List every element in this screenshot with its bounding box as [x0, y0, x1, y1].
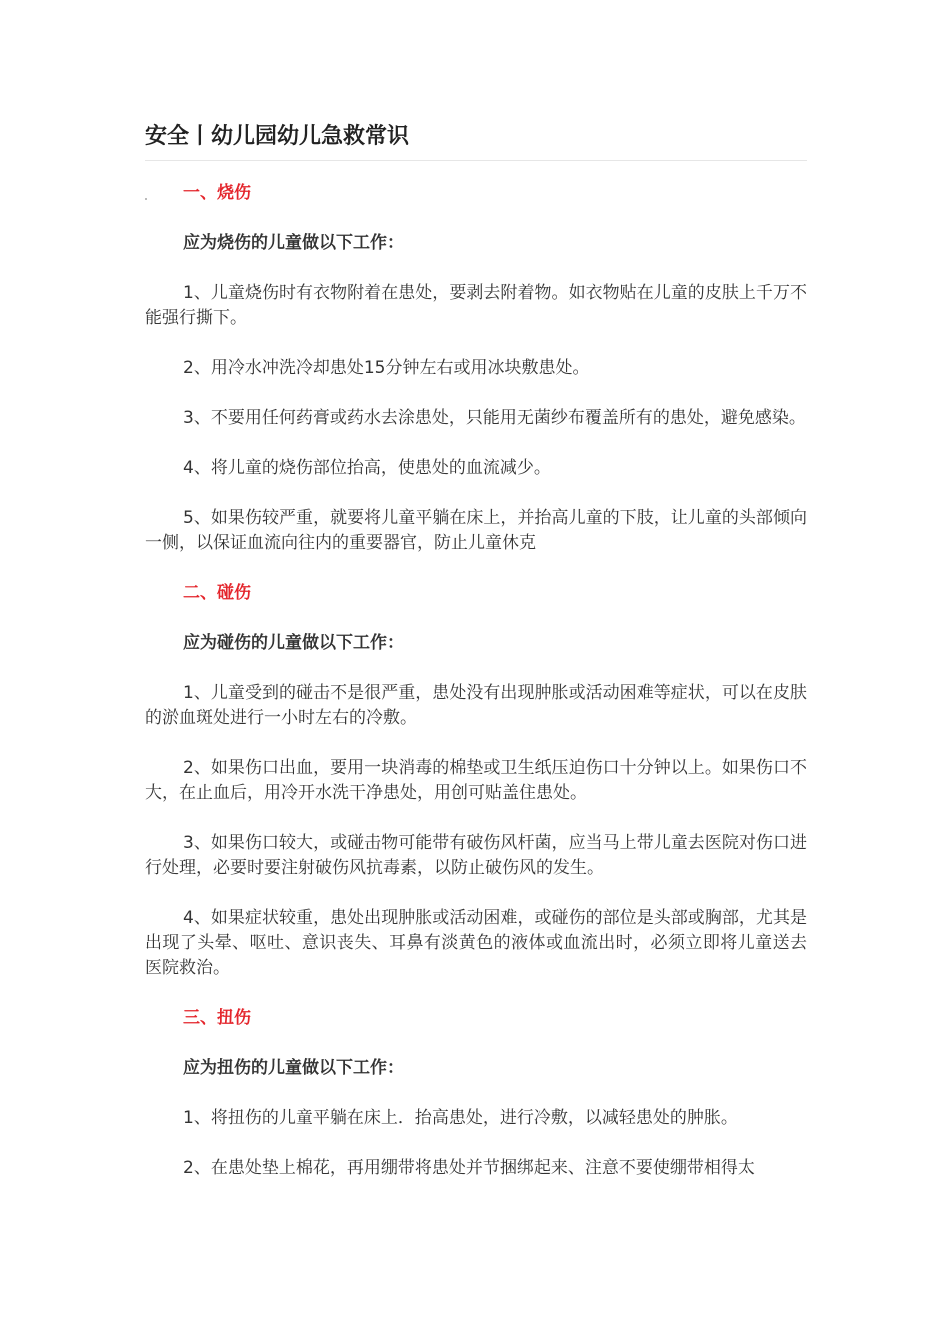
- document-page: [145, 118, 807, 1181]
- list-item: 3、不要用任何药膏或药水去涂患处，只能用无菌纱布覆盖所有的患处，避免感染。: [183, 408, 806, 428]
- page-title: 安全丨幼儿园幼儿急救常识: [145, 118, 807, 161]
- list-item: 3、如果伤口较大，或碰击物可能带有破伤风杆菌，应当马上带儿童去医院对伤口进行处理，必要时要注射破伤风抗毒素，以防止破伤风的发生。: [145, 833, 807, 878]
- section-bruises: [145, 581, 807, 1006]
- list-item: 2、用冷水冲洗冷却患处15分钟左右或用冰块敷患处。: [183, 358, 590, 378]
- list-item: 2、在患处垫上棉花，再用绷带将患处并节捆绑起来、注意不要使绷带相得太: [183, 1158, 755, 1178]
- section-intro: 应为碰伤的儿童做以下工作：: [183, 633, 404, 653]
- list-item: 4、如果症状较重，患处出现肿胀或活动困难，或碰伤的部位是头部或胸部，尤其是出现了头晕、呕吐、意识丧失、耳鼻有淡黄色的液体或血流出时，必须立即将儿童送去医院救治。: [145, 908, 807, 978]
- list-item: 4、将儿童的烧伤部位抬高，使患处的血流减少。: [183, 458, 551, 478]
- section-burns: [145, 181, 807, 581]
- section-heading: 三、扭伤: [183, 1008, 251, 1028]
- list-item: 1、将扭伤的儿童平躺在床上．抬高患处，进行冷敷，以减轻患处的肿胀。: [183, 1108, 738, 1128]
- section-sprains: [145, 1006, 807, 1181]
- section-intro: 应为烧伤的儿童做以下工作：: [183, 233, 404, 253]
- section-heading: 二、碰伤: [183, 583, 251, 603]
- section-heading: 一、烧伤: [183, 183, 251, 203]
- section-intro: 应为扭伤的儿童做以下工作：: [183, 1058, 404, 1078]
- list-item: 1、儿童烧伤时有衣物附着在患处，要剥去附着物。如衣物贴在儿童的皮肤上千万不能强行撕下。: [145, 283, 807, 328]
- list-item: 1、儿童受到的碰击不是很严重，患处没有出现肿胀或活动困难等症状，可以在皮肤的淤血斑处进行一小时左右的冷敷。: [145, 683, 807, 728]
- decorative-dot: [145, 198, 147, 200]
- list-item: 2、如果伤口出血，要用一块消毒的棉垫或卫生纸压迫伤口十分钟以上。如果伤口不大，在止血后，用冷开水洗干净患处，用创可贴盖住患处。: [145, 758, 807, 803]
- list-item: 5、如果伤较严重，就要将儿童平躺在床上，并抬高儿童的下肢，让儿童的头部倾向一侧，以保证血流向往内的重要器官，防止儿童休克: [145, 508, 807, 553]
